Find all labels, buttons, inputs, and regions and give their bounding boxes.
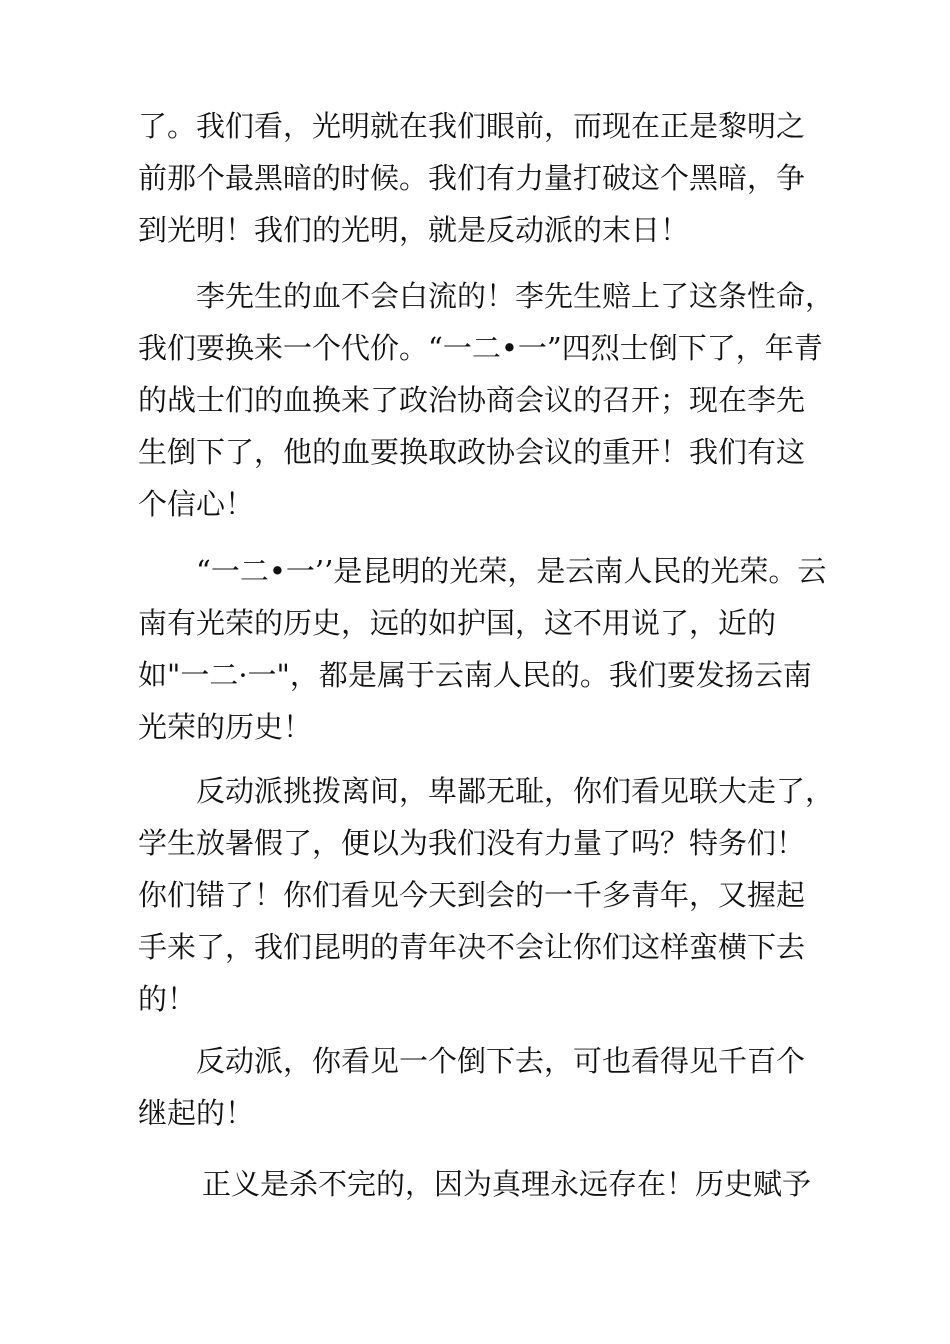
text-line: 我们要换来一个代价。“一二•一”四烈士倒下了，年青 xyxy=(138,331,823,365)
text-line: 的！ xyxy=(138,982,197,1016)
text-line: 反动派挑拨离间，卑鄙无耻，你们看见联大走了， xyxy=(196,774,835,808)
paragraph-1 xyxy=(138,100,818,256)
paragraph-3 xyxy=(138,545,827,753)
paragraph-6 xyxy=(138,1158,818,1210)
text-line: 李先生的血不会白流的！李先生赔上了这条性命， xyxy=(196,279,835,313)
text-line: 正义是杀不完的，因为真理永远存在！历史赋予 xyxy=(202,1167,812,1201)
text-line: 前那个最黑暗的时候。我们有力量打破这个黑暗，争 xyxy=(138,161,806,195)
text-line: 的战士们的血换来了政治协商会议的召开；现在李先 xyxy=(138,383,806,417)
text-line: 如"一二·一"，都是属于云南人民的。我们要发扬云南 xyxy=(138,658,812,692)
paragraph-4 xyxy=(138,765,835,1025)
text-line: 继起的！ xyxy=(138,1096,255,1130)
text-line: 生倒下了，他的血要换取政协会议的重开！我们有这 xyxy=(138,435,806,469)
text-line: 南有光荣的历史，远的如护国，这不用说了，近的 xyxy=(138,606,777,640)
text-line: 到光明！我们的光明，就是反动派的末日！ xyxy=(138,213,690,247)
text-line: 学生放暑假了，便以为我们没有力量了吗？特务们！ xyxy=(138,826,806,860)
text-line: “一二•一’’是昆明的光荣，是云南人民的光荣。云 xyxy=(196,554,827,588)
paragraph-2 xyxy=(138,270,835,530)
text-line: 个信心！ xyxy=(138,487,255,521)
paragraph-5 xyxy=(138,1035,818,1139)
text-line: 光荣的历史！ xyxy=(138,710,313,744)
text-line: 手来了，我们昆明的青年决不会让你们这样蛮横下去 xyxy=(138,930,806,964)
text-line: 反动派，你看见一个倒下去，可也看得见千百个 xyxy=(196,1044,806,1078)
text-line: 了。我们看，光明就在我们眼前，而现在正是黎明之 xyxy=(138,109,806,143)
text-line: 你们错了！你们看见今天到会的一千多青年，又握起 xyxy=(138,878,806,912)
